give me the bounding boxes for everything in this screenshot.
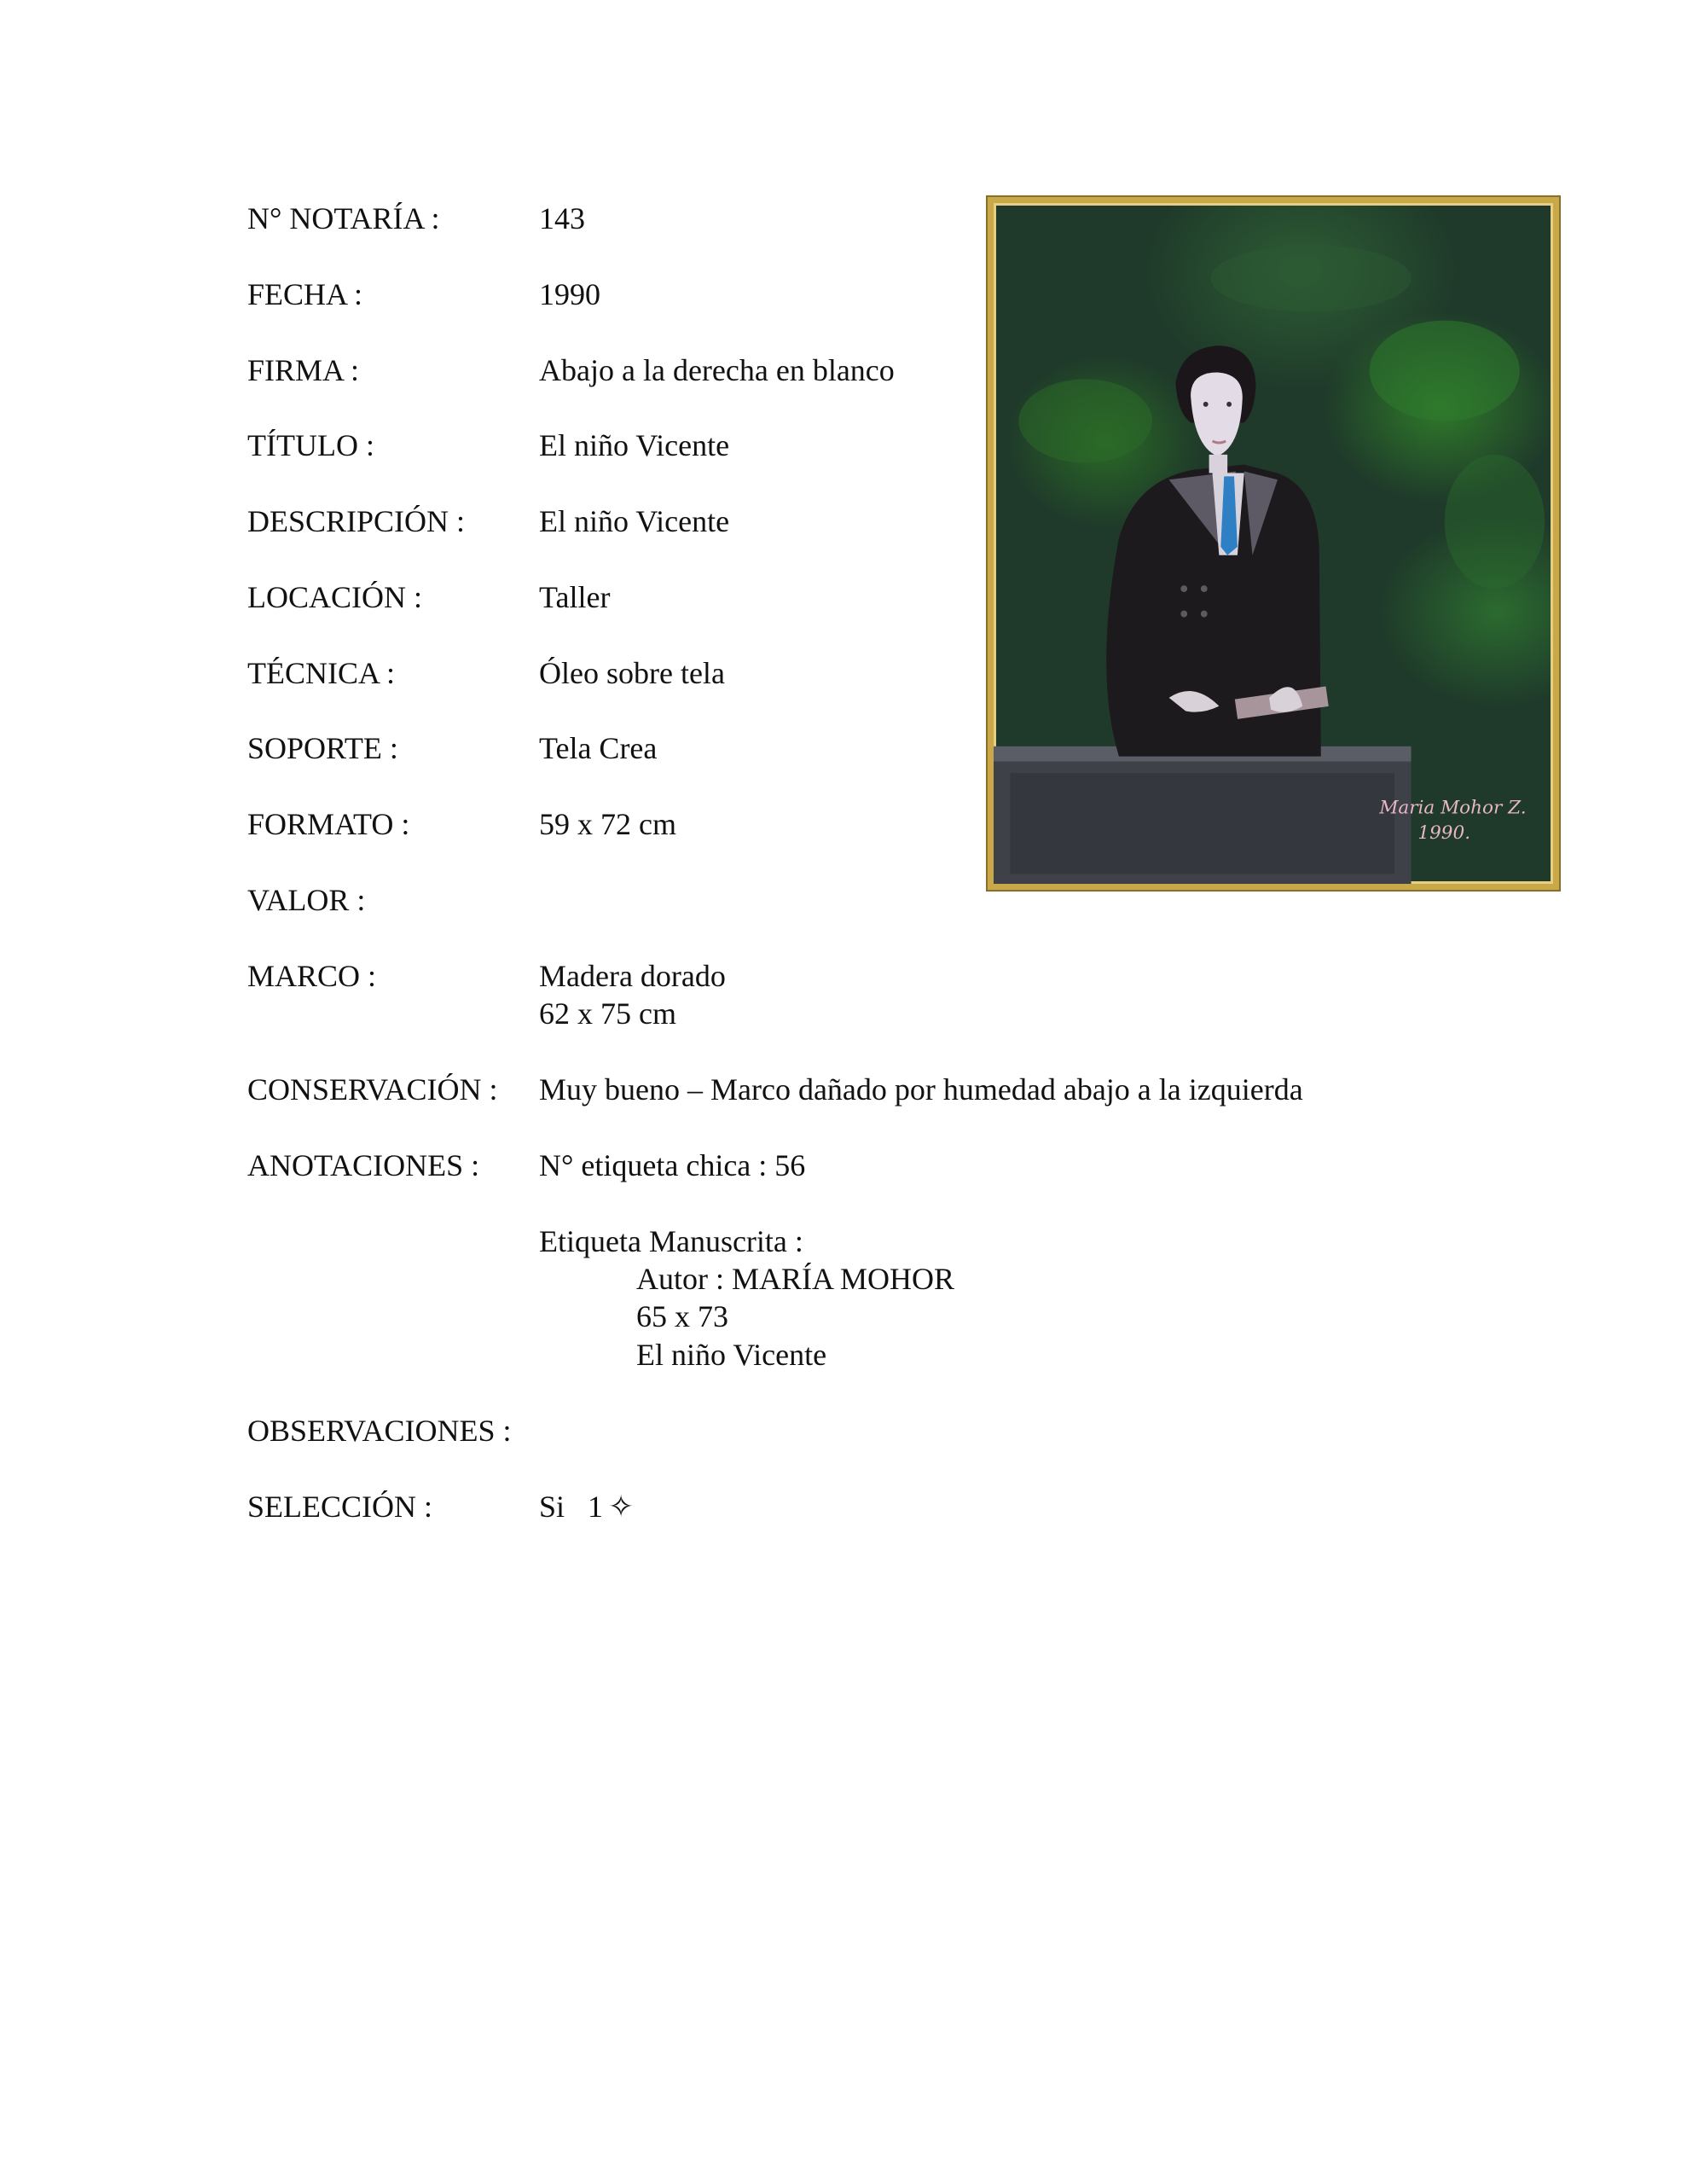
field-label: ANOTACIONES : — [247, 1148, 480, 1182]
field-value: 59 x 72 cm — [539, 807, 676, 841]
field-label: SELECCIÓN : — [247, 1490, 433, 1524]
field-value: El niño Vicente — [539, 504, 730, 538]
field-label: MARCO : — [247, 959, 377, 993]
etiqueta-line: Autor : MARÍA MOHOR — [636, 1262, 955, 1296]
field-value: Abajo a la derecha en blanco — [539, 353, 895, 387]
etiqueta-heading: Etiqueta Manuscrita : — [539, 1224, 803, 1258]
etiqueta-line: El niño Vicente — [636, 1338, 827, 1372]
field-label: DESCRIPCIÓN : — [247, 504, 466, 538]
field-label: FORMATO : — [247, 807, 410, 841]
field-label: N° NOTARÍA : — [247, 201, 440, 235]
field-label: VALOR : — [247, 883, 366, 917]
field-label: CONSERVACIÓN : — [247, 1072, 498, 1107]
painting-year: 1990. — [1417, 822, 1471, 844]
portrait-figure — [994, 203, 1553, 884]
etiqueta-line: 65 x 73 — [636, 1299, 728, 1333]
painting-photo — [988, 197, 1559, 890]
seleccion-value: Si 1 — [539, 1490, 604, 1524]
field-value: 143 — [539, 201, 585, 235]
field-marco-size: 62 x 75 cm — [539, 996, 676, 1031]
field-value: Taller — [539, 580, 611, 614]
field-label: FECHA : — [247, 277, 363, 311]
field-label: LOCACIÓN : — [247, 580, 422, 614]
field-value: Tela Crea — [539, 731, 658, 765]
field-label: TÍTULO : — [247, 428, 374, 462]
field-value — [539, 1488, 634, 1525]
field-value: El niño Vicente — [539, 428, 730, 462]
painting-signature: Maria Mohor Z. — [1379, 797, 1527, 819]
field-value: N° etiqueta chica : 56 — [539, 1148, 806, 1182]
field-value: Óleo sobre tela — [539, 656, 725, 690]
field-label: SOPORTE : — [247, 731, 398, 765]
field-value: Muy bueno – Marco dañado por humedad abajo a la izquierda — [539, 1072, 1303, 1107]
field-value: Madera dorado — [539, 959, 726, 993]
star-icon: ✧ — [608, 1490, 635, 1524]
field-value: 1990 — [539, 277, 600, 311]
field-label: OBSERVACIONES : — [247, 1414, 512, 1448]
field-label: FIRMA : — [247, 353, 360, 387]
field-label: TÉCNICA : — [247, 656, 396, 690]
